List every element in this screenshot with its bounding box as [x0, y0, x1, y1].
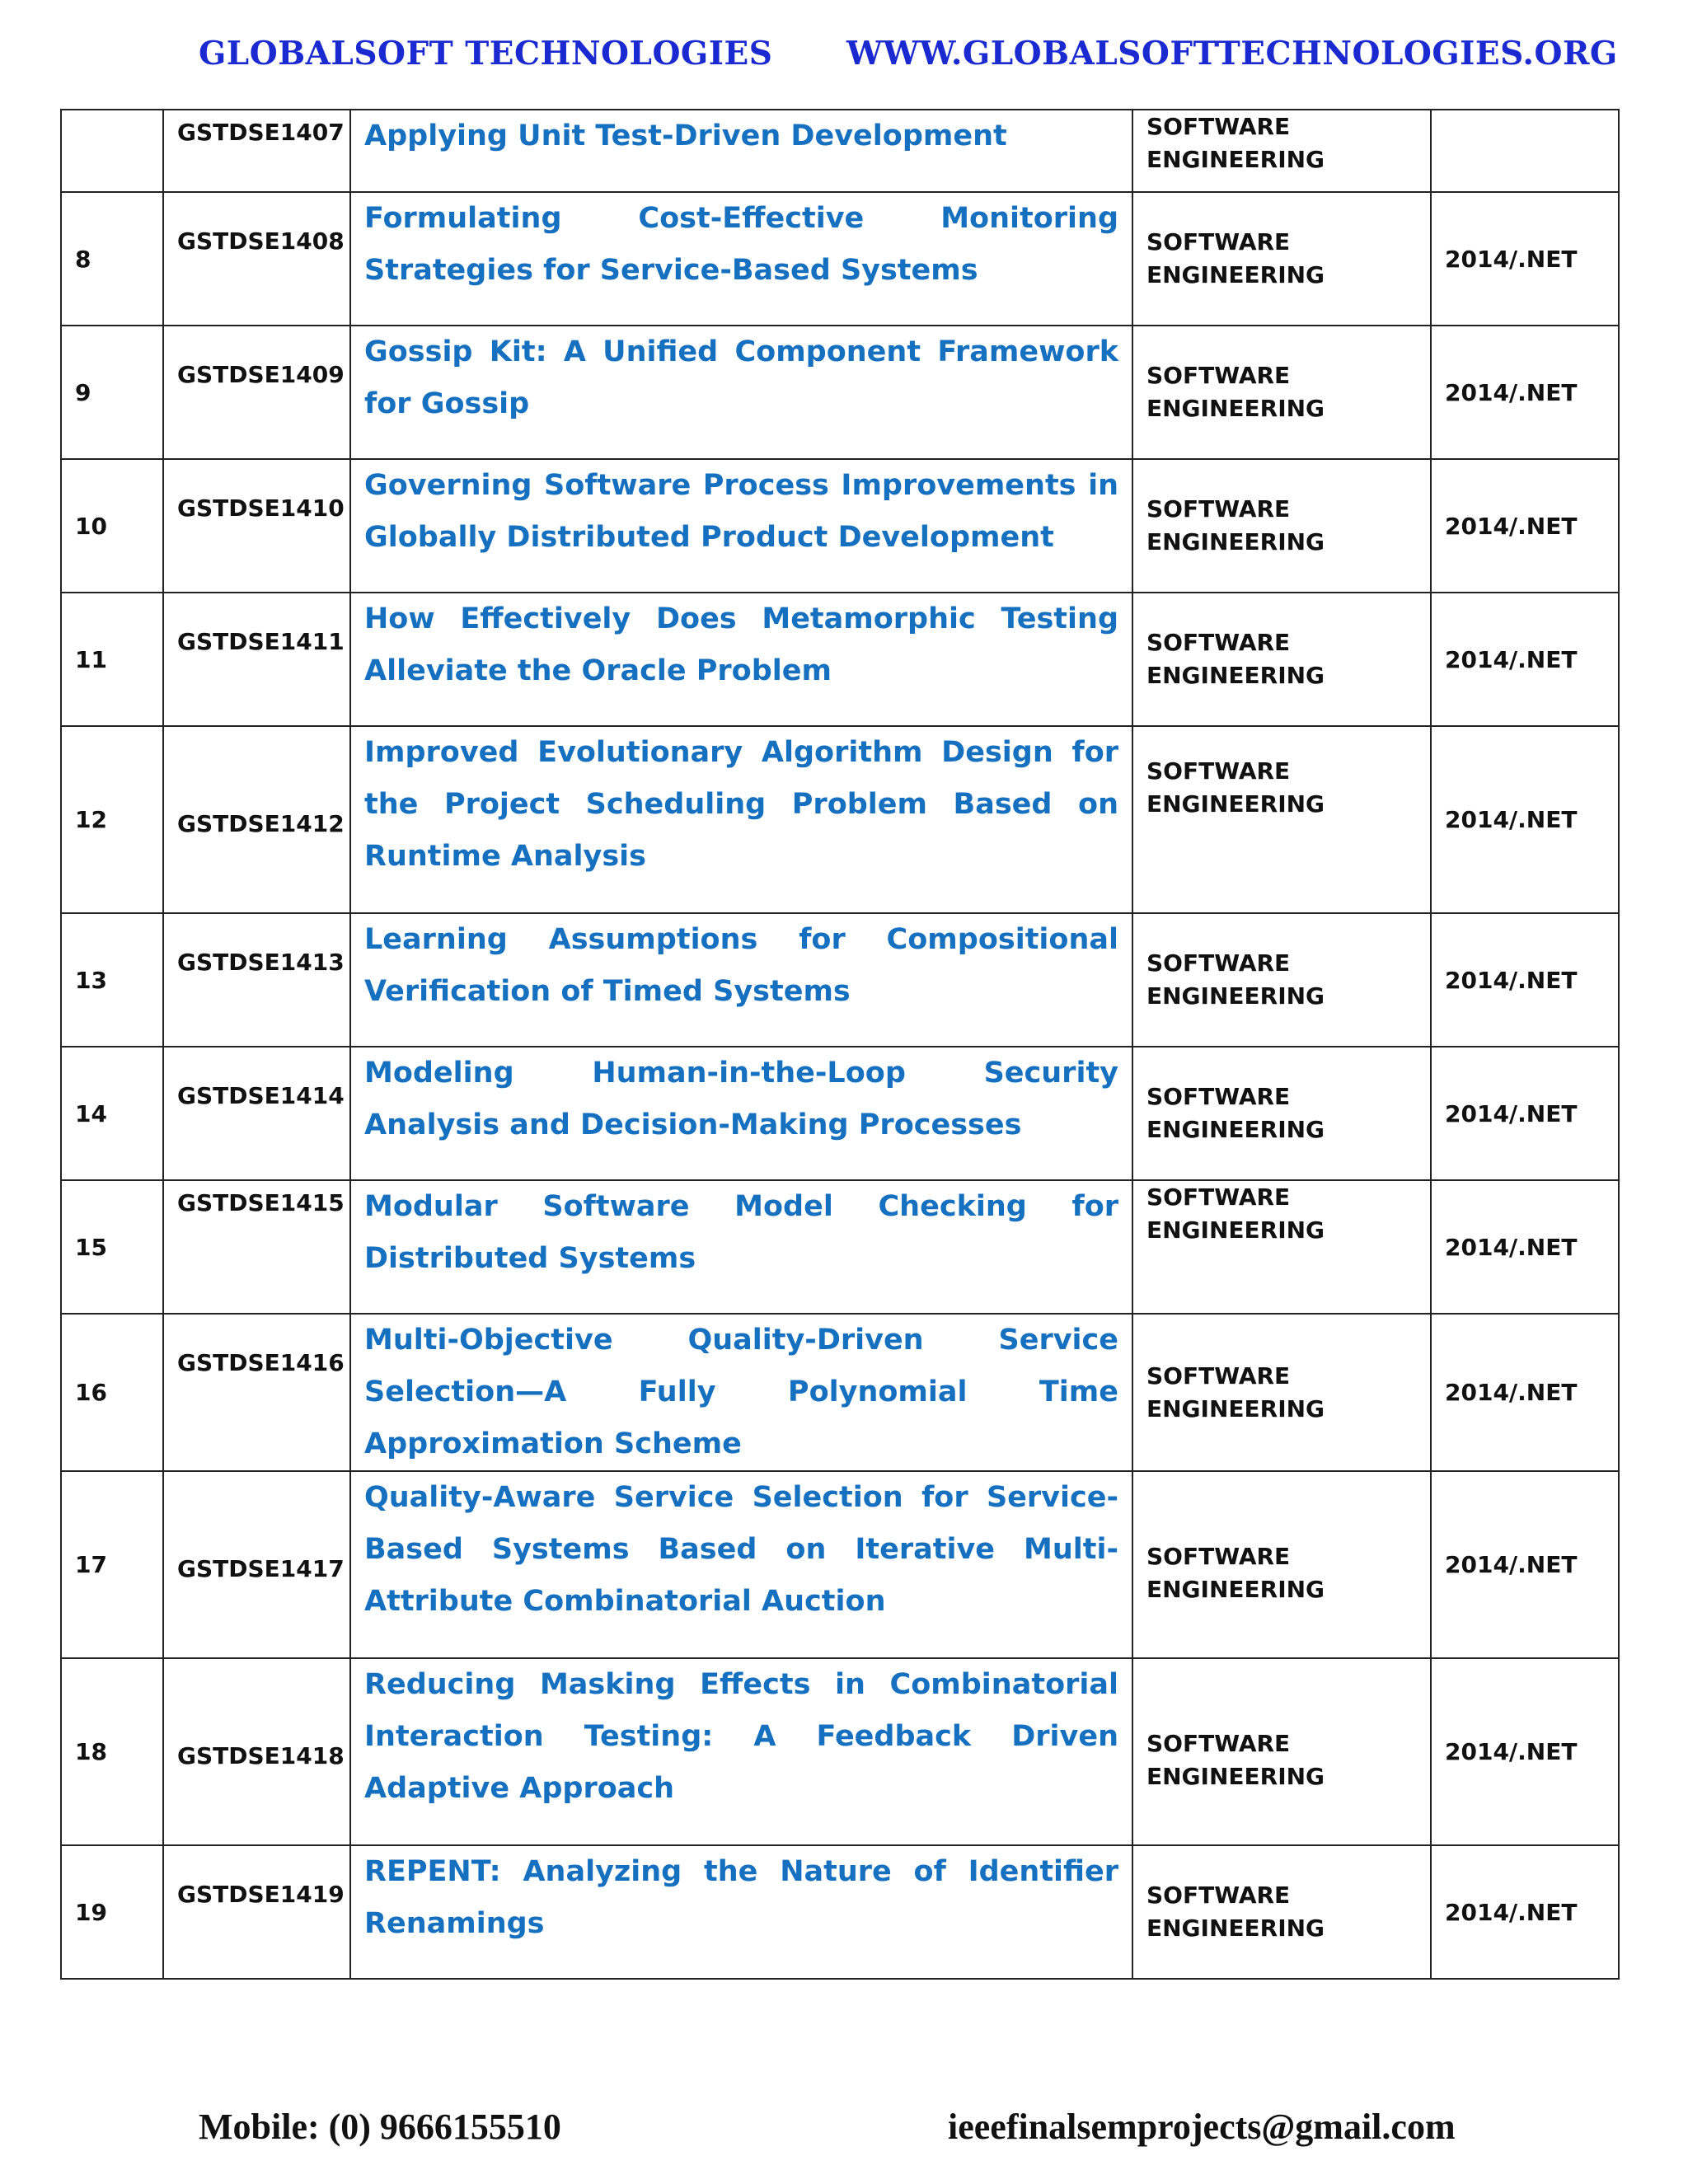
- domain-line-2: ENGINEERING: [1146, 1575, 1325, 1603]
- table-row: [61, 192, 1619, 326]
- domain-line-1: SOFTWARE: [1146, 1183, 1291, 1211]
- serial-number: 9: [61, 326, 163, 459]
- serial-number: 8: [61, 192, 163, 326]
- project-domain: [1132, 913, 1431, 1047]
- project-domain: [1132, 459, 1431, 593]
- project-year: 2014/.NET: [1431, 1047, 1619, 1180]
- project-domain: [1132, 1314, 1431, 1471]
- domain-line-2: ENGINEERING: [1146, 395, 1325, 422]
- project-year: 2014/.NET: [1431, 593, 1619, 726]
- project-domain: [1132, 1047, 1431, 1180]
- domain-line-1: SOFTWARE: [1146, 113, 1291, 140]
- contact-email: ieeefinalsemprojects@gmail.com: [948, 2107, 1456, 2147]
- table-row: [61, 110, 1619, 192]
- project-title: Gossip Kit: A Unified Component Framework for Gossip: [350, 326, 1132, 459]
- project-year: 2014/.NET: [1431, 1314, 1619, 1471]
- project-title: How Effectively Does Metamorphic Testing Alleviate the Oracle Problem: [350, 593, 1132, 726]
- project-year: 2014/.NET: [1431, 1658, 1619, 1845]
- domain-line-2: ENGINEERING: [1146, 1116, 1325, 1143]
- project-code: GSTDSE1416: [163, 1314, 350, 1471]
- table-row: [61, 1658, 1619, 1845]
- project-domain: [1132, 326, 1431, 459]
- project-title: Improved Evolutionary Algorithm Design for the Project Scheduling Problem Based on Runtime Analysis: [350, 726, 1132, 913]
- table-row: [61, 1471, 1619, 1658]
- serial-number: 18: [61, 1658, 163, 1845]
- domain-line-2: ENGINEERING: [1146, 1762, 1325, 1790]
- domain-line-1: SOFTWARE: [1146, 629, 1291, 656]
- project-year: 2014/.NET: [1431, 726, 1619, 913]
- serial-number: 10: [61, 459, 163, 593]
- project-year: 2014/.NET: [1431, 913, 1619, 1047]
- project-code: GSTDSE1415: [163, 1180, 350, 1314]
- project-code: GSTDSE1409: [163, 326, 350, 459]
- page-header: [0, 35, 1688, 84]
- mobile-number: Mobile: (0) 9666155510: [199, 2107, 561, 2147]
- project-title: Reducing Masking Effects in Combinatorial Interaction Testing: A Feedback Driven Adaptive Approach: [350, 1658, 1132, 1845]
- project-title: Quality-Aware Service Selection for Service-Based Systems Based on Iterative Multi- Attribute Combinatorial Auction: [350, 1471, 1132, 1658]
- table-row: [61, 593, 1619, 726]
- projects-table: [60, 109, 1620, 1980]
- domain-line-1: SOFTWARE: [1146, 495, 1291, 523]
- domain-line-2: ENGINEERING: [1146, 1394, 1325, 1422]
- project-year: 2014/.NET: [1431, 1845, 1619, 1979]
- table-row: [61, 1845, 1619, 1979]
- serial-number: 12: [61, 726, 163, 913]
- serial-number: 15: [61, 1180, 163, 1314]
- company-name: GLOBALSOFT TECHNOLOGIES: [199, 35, 773, 73]
- table-row: [61, 1180, 1619, 1314]
- project-title: Learning Assumptions for Compositional Verification of Timed Systems: [350, 913, 1132, 1047]
- project-year: 2014/.NET: [1431, 459, 1619, 593]
- domain-line-2: ENGINEERING: [1146, 261, 1325, 288]
- project-domain: [1132, 726, 1431, 913]
- domain-line-1: SOFTWARE: [1146, 1083, 1291, 1110]
- project-title: Formulating Cost-Effective Monitoring Strategies for Service-Based Systems: [350, 192, 1132, 326]
- project-title: Governing Software Process Improvements in Globally Distributed Product Development: [350, 459, 1132, 593]
- project-title: Applying Unit Test-Driven Development: [350, 110, 1132, 192]
- project-year: 2014/.NET: [1431, 192, 1619, 326]
- project-code: GSTDSE1418: [163, 1658, 350, 1845]
- domain-line-1: SOFTWARE: [1146, 1361, 1291, 1390]
- project-domain: [1132, 593, 1431, 726]
- domain-line-1: SOFTWARE: [1146, 1882, 1291, 1909]
- serial-number: 11: [61, 593, 163, 726]
- table-row: [61, 326, 1619, 459]
- table-row: [61, 1314, 1619, 1471]
- serial-number: [61, 110, 163, 192]
- domain-line-2: ENGINEERING: [1146, 1915, 1325, 1942]
- domain-line-2: ENGINEERING: [1146, 528, 1325, 555]
- project-code: GSTDSE1417: [163, 1471, 350, 1658]
- project-year: 2014/.NET: [1431, 1180, 1619, 1314]
- project-domain: [1132, 1845, 1431, 1979]
- project-code: GSTDSE1413: [163, 913, 350, 1047]
- domain-line-2: ENGINEERING: [1146, 790, 1325, 818]
- serial-number: 19: [61, 1845, 163, 1979]
- domain-line-1: SOFTWARE: [1146, 1729, 1291, 1757]
- table-row: [61, 459, 1619, 593]
- project-year: 2014/.NET: [1431, 326, 1619, 459]
- project-domain: [1132, 110, 1431, 192]
- project-domain: [1132, 1471, 1431, 1658]
- project-domain: [1132, 192, 1431, 326]
- project-code: GSTDSE1411: [163, 593, 350, 726]
- domain-line-1: SOFTWARE: [1146, 949, 1291, 977]
- project-title: Modular Software Model Checking for Distributed Systems: [350, 1180, 1132, 1314]
- project-code: GSTDSE1410: [163, 459, 350, 593]
- project-code: GSTDSE1414: [163, 1047, 350, 1180]
- domain-line-1: SOFTWARE: [1146, 1542, 1291, 1570]
- domain-line-2: ENGINEERING: [1146, 662, 1325, 689]
- domain-line-2: ENGINEERING: [1146, 982, 1325, 1010]
- serial-number: 14: [61, 1047, 163, 1180]
- domain-line-2: ENGINEERING: [1146, 146, 1325, 173]
- project-year: 2014/.NET: [1431, 1471, 1619, 1658]
- project-title: REPENT: Analyzing the Nature of Identifier Renamings: [350, 1845, 1132, 1979]
- table-row: [61, 1047, 1619, 1180]
- serial-number: 13: [61, 913, 163, 1047]
- project-title: Multi-Objective Quality-Driven Service Selection—A Fully Polynomial Time Approximation Scheme: [350, 1314, 1132, 1471]
- project-code: GSTDSE1408: [163, 192, 350, 326]
- domain-line-1: SOFTWARE: [1146, 757, 1291, 785]
- project-code: GSTDSE1407: [163, 110, 350, 192]
- project-code: GSTDSE1412: [163, 726, 350, 913]
- project-domain: [1132, 1658, 1431, 1845]
- project-title: Modeling Human-in-the-Loop Security Analysis and Decision-Making Processes: [350, 1047, 1132, 1180]
- serial-number: 16: [61, 1314, 163, 1471]
- serial-number: 17: [61, 1471, 163, 1658]
- domain-line-1: SOFTWARE: [1146, 228, 1291, 255]
- project-domain: [1132, 1180, 1431, 1314]
- table-row: [61, 726, 1619, 913]
- table-row: [61, 913, 1619, 1047]
- domain-line-1: SOFTWARE: [1146, 362, 1291, 389]
- domain-line-2: ENGINEERING: [1146, 1216, 1325, 1244]
- project-year: [1431, 110, 1619, 192]
- project-code: GSTDSE1419: [163, 1845, 350, 1979]
- page-footer: [0, 2106, 1688, 2155]
- company-website: WWW.GLOBALSOFTTECHNOLOGIES.ORG: [846, 35, 1618, 73]
